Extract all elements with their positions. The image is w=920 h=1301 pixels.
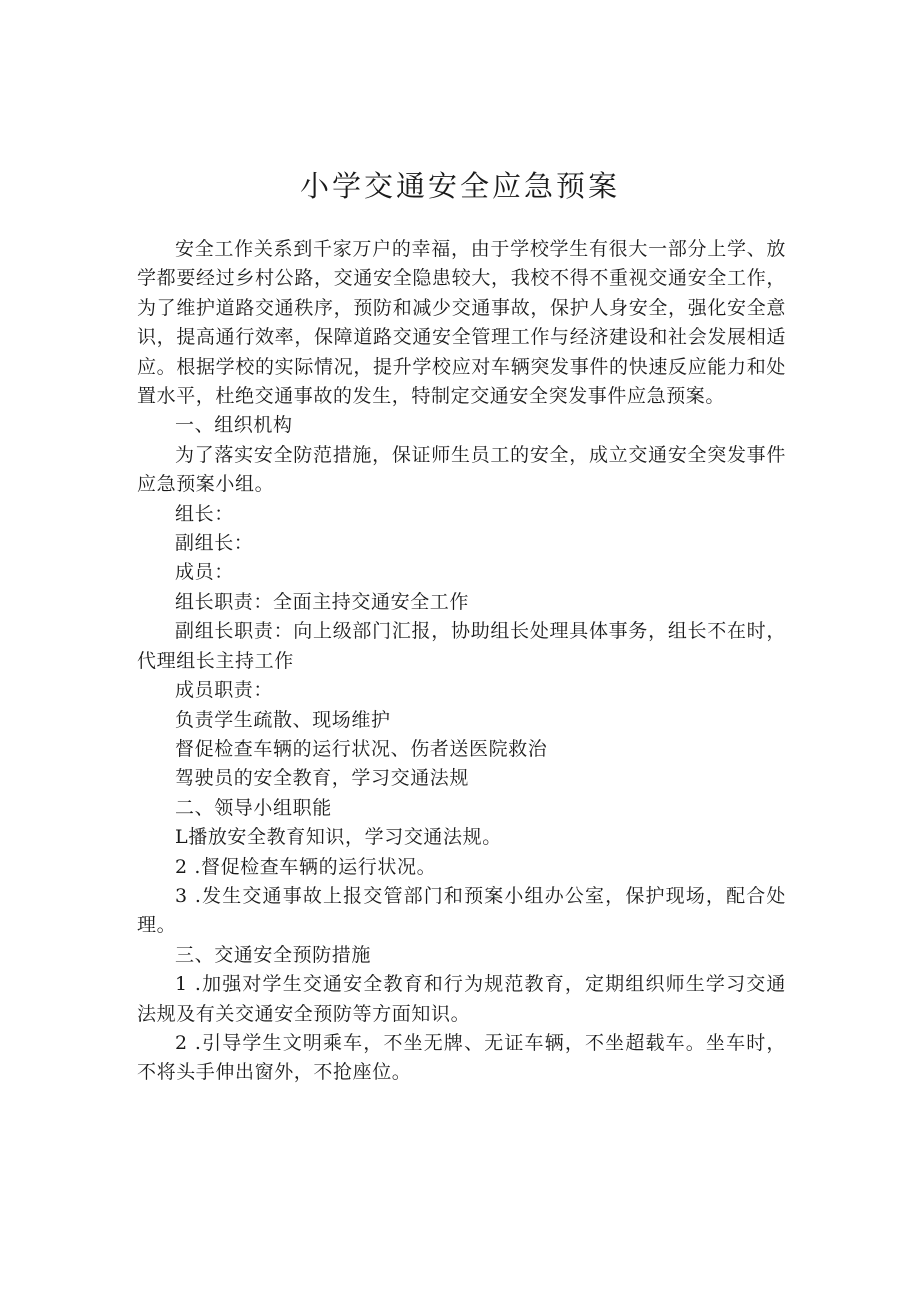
section-heading-leadership: 二、领导小组职能	[175, 796, 332, 819]
member-duty-item: 督促检查车辆的运行状况、伤者送医院救治	[175, 737, 548, 760]
paragraph-intro: 安全工作关系到千家万户的幸福，由于学校学生有很大一部分上学、放学都要经过乡村公路，交通安全隐患较大，我校不得不重视交通安全工作，为了维护道路交通秩序，预防和减少交通事故，保护人身安全，强化安全意识，提高通行效率，保障道路交通安全管理工作与经济建设和社会发展相适应。根据学校的实际情况，提升学校应对车辆突发事件的快速反应能力和处置水平，杜绝交通事故的发生，特制定交通安全突发事件应急预案。	[137, 238, 786, 408]
document-body	[137, 235, 786, 1088]
deputy-leader-duties: 副组长职责：向上级部门汇报，协助组长处理具体事务，组长不在时，代理组长主持工作	[137, 620, 786, 672]
leadership-item: 2 .督促检查车辆的运行状况。	[175, 855, 437, 878]
member-duty-item: 负责学生疏散、现场维护	[175, 708, 391, 731]
leader-duties: 组长职责：全面主持交通安全工作	[175, 590, 470, 613]
section-heading-prevention: 三、交通安全预防措施	[175, 943, 372, 966]
member-duties-heading: 成员职责：	[175, 679, 274, 702]
members-line: 成员：	[175, 561, 234, 584]
leadership-item: 3 .发生交通事故上报交管部门和预案小组办公室，保护现场，配合处理。	[137, 884, 786, 937]
prevention-item: 1 .加强对学生交通安全教育和行为规范教育，定期组织师生学习交通法规及有关交通安全预防等方面知识。	[137, 973, 786, 1025]
deputy-leader-line: 副组长：	[175, 532, 254, 555]
leadership-item: L播放安全教育知识，学习交通法规。	[175, 826, 502, 849]
prevention-item: 2 .引导学生文明乘车，不坐无牌、无证车辆，不坐超载车。坐车时，不将头手伸出窗外，不抢座位。	[137, 1031, 786, 1084]
document-title: 小学交通安全应急预案	[299, 169, 620, 203]
section-heading-organization: 一、组织机构	[175, 414, 293, 437]
member-duty-item: 驾驶员的安全教育，学习交通法规	[175, 767, 470, 790]
paragraph-organization: 为了落实安全防范措施，保证师生员工的安全，成立交通安全突发事件应急预案小组。	[137, 443, 786, 496]
group-leader-line: 组长：	[175, 502, 234, 525]
